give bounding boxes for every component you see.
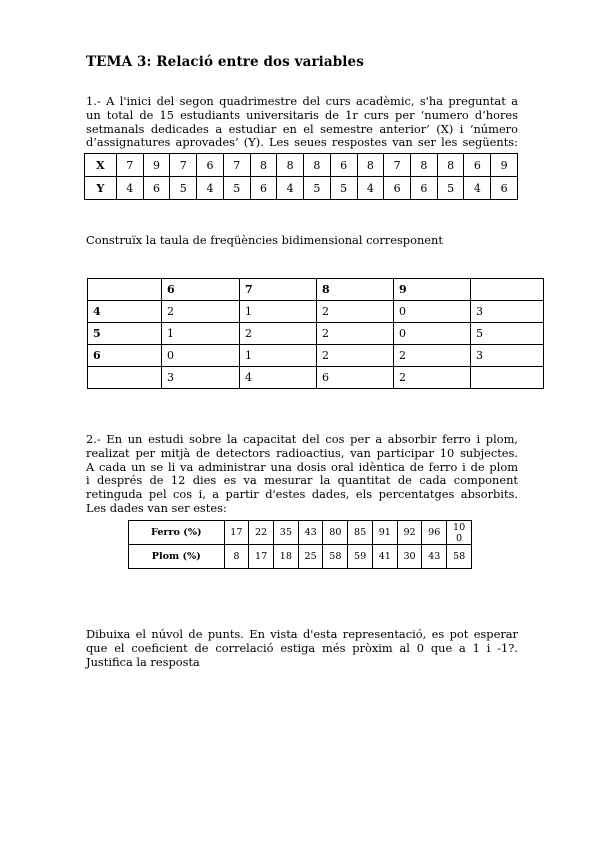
y-cell: 4: [464, 177, 491, 200]
freq-cell: 1: [240, 301, 317, 323]
x-cell: 8: [250, 154, 277, 177]
freq-row-label: 6: [88, 345, 162, 367]
text-line: Les dades van ser estes:: [86, 500, 227, 515]
freq-header-cell: [471, 279, 544, 301]
freq-cell: 5: [471, 323, 544, 345]
freq-cell: 6: [317, 367, 394, 389]
text-line: un total de 15 estudiants universitaris de 1r curs per ‘numero d’hores: [86, 107, 518, 122]
freq-cell: 2: [394, 345, 471, 367]
y-cell: 5: [170, 177, 197, 200]
y-cell: 4: [116, 177, 143, 200]
x-cell: 6: [464, 154, 491, 177]
text-line: 2.- En un estudi sobre la capacitat del cos per a absorbir ferro i plom,: [86, 432, 518, 446]
ferro-cell: 91: [372, 521, 397, 545]
freq-cell: 3: [162, 367, 240, 389]
ferro-cell: 96: [422, 521, 447, 545]
freq-cell: 2: [317, 345, 394, 367]
y-cell: 6: [491, 177, 518, 200]
y-cell: 5: [223, 177, 250, 200]
frequency-table: [87, 278, 544, 389]
y-cell: 6: [143, 177, 170, 200]
plom-label: Plom (%): [129, 545, 225, 569]
text-line: Justifica la resposta: [86, 654, 200, 669]
x-cell: 7: [384, 154, 411, 177]
x-cell: 8: [277, 154, 304, 177]
y-cell: 5: [437, 177, 464, 200]
freq-cell: 0: [162, 345, 240, 367]
freq-header-cell: 9: [394, 279, 471, 301]
freq-total-row: [88, 367, 544, 389]
plom-row: [129, 545, 472, 569]
freq-cell: 1: [162, 323, 240, 345]
freq-cell: 2: [240, 323, 317, 345]
freq-row: [88, 301, 544, 323]
text-line: realizat per mitjà de detectors radioactius, van participar 10 subjectes.: [86, 445, 518, 460]
y-cell: 6: [410, 177, 437, 200]
plom-cell: 8: [224, 545, 249, 569]
freq-row: [88, 345, 544, 367]
y-cell: 5: [330, 177, 357, 200]
ferro-cell-part: 0: [456, 532, 463, 544]
text-line: A cada un se li va administrar una dosis oral idèntica de ferro i de plom: [86, 459, 518, 474]
y-cell: 4: [357, 177, 384, 200]
exercise1-instruction: Construïx la taula de freqüències bidimensional corresponent: [86, 233, 443, 247]
text-line: retinguda pel cos i, a partir d'estes dades, els percentatges absorbits.: [86, 487, 518, 502]
x-cell: 6: [330, 154, 357, 177]
text-line: Dibuixa el núvol de punts. En vista d'esta representació, es pot esperar: [86, 627, 518, 641]
freq-cell: 2: [162, 301, 240, 323]
ferro-cell: 43: [298, 521, 323, 545]
freq-cell: 2: [317, 301, 394, 323]
x-cell: 6: [197, 154, 224, 177]
freq-cell: 2: [394, 367, 471, 389]
plom-cell: 17: [249, 545, 274, 569]
x-cell: 7: [116, 154, 143, 177]
freq-cell: 3: [471, 301, 544, 323]
freq-row: [88, 323, 544, 345]
freq-row-label: 4: [88, 301, 162, 323]
ferro-cell: 85: [348, 521, 373, 545]
freq-cell: 0: [394, 323, 471, 345]
x-cell: 9: [491, 154, 518, 177]
text-line: 1.- A l'inici del segon quadrimestre del curs acadèmic, s'ha preguntat a: [86, 94, 518, 108]
ferro-cell: 17: [224, 521, 249, 545]
ferro-label: Ferro (%): [129, 521, 225, 545]
freq-cell: 2: [317, 323, 394, 345]
freq-header-cell: [88, 279, 162, 301]
ferro-cell-part: 10: [452, 521, 466, 533]
plom-cell: 25: [298, 545, 323, 569]
text-line: d’assignatures aprovades’ (Y). Les seues respostes van ser les següents:: [86, 135, 518, 150]
plom-cell: 43: [422, 545, 447, 569]
ferro-cell: 35: [274, 521, 299, 545]
exercise2-question: [86, 628, 518, 669]
plom-cell: 41: [372, 545, 397, 569]
freq-cell: 1: [240, 345, 317, 367]
x-cell: 8: [357, 154, 384, 177]
page-title: TEMA 3: Relació entre dos variables: [86, 54, 364, 70]
x-cell: 8: [437, 154, 464, 177]
y-row: [85, 177, 518, 200]
y-label: Y: [85, 177, 117, 200]
y-cell: 6: [384, 177, 411, 200]
freq-cell: 0: [394, 301, 471, 323]
x-cell: 7: [223, 154, 250, 177]
plom-cell: 58: [447, 545, 472, 569]
plom-cell: 30: [397, 545, 422, 569]
ferro-cell: [447, 521, 472, 545]
freq-header-cell: 6: [162, 279, 240, 301]
ferro-cell: 92: [397, 521, 422, 545]
text-line: setmanals dedicades a estudiar en el semestre anterior’ (X) i ‘número: [86, 121, 518, 136]
text-line: que el coeficient de correlació estiga més pròxim al 0 que a 1 i -1?.: [86, 640, 518, 655]
freq-header-cell: 8: [317, 279, 394, 301]
x-row: [85, 154, 518, 177]
freq-cell: 4: [240, 367, 317, 389]
x-cell: 7: [170, 154, 197, 177]
y-cell: 4: [277, 177, 304, 200]
x-label: X: [85, 154, 117, 177]
ferro-plom-table: [128, 520, 472, 569]
freq-cell: 3: [471, 345, 544, 367]
y-cell: 5: [304, 177, 331, 200]
plom-cell: 18: [274, 545, 299, 569]
x-cell: 8: [304, 154, 331, 177]
freq-header-cell: 7: [240, 279, 317, 301]
freq-row-label: 5: [88, 323, 162, 345]
freq-header-row: [88, 279, 544, 301]
text-line: i després de 12 dies es va mesurar la quantitat de cada component: [86, 473, 518, 488]
exercise2-text: [86, 433, 518, 516]
plom-cell: 59: [348, 545, 373, 569]
xy-data-table: [84, 153, 518, 200]
x-cell: 9: [143, 154, 170, 177]
plom-cell: 58: [323, 545, 348, 569]
ferro-cell: 80: [323, 521, 348, 545]
ferro-row: [129, 521, 472, 545]
exercise1-text: [86, 95, 518, 150]
freq-cell: [88, 367, 162, 389]
freq-cell: [471, 367, 544, 389]
ferro-cell: 22: [249, 521, 274, 545]
x-cell: 8: [410, 154, 437, 177]
y-cell: 6: [250, 177, 277, 200]
y-cell: 4: [197, 177, 224, 200]
